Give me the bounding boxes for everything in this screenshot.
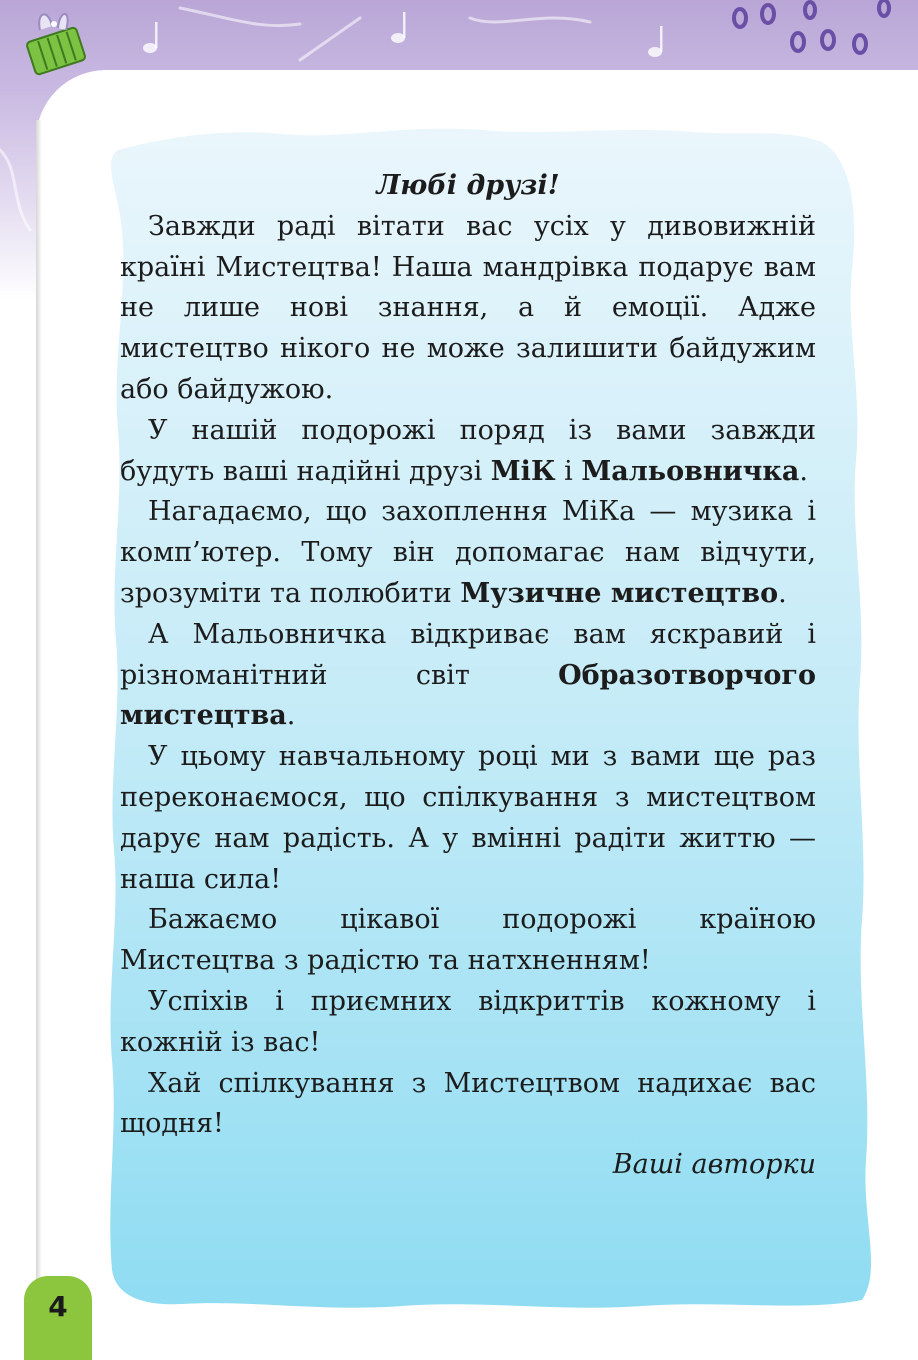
bold-text: Образотворчого мистецтва [120,659,816,732]
letter-paragraph [120,1064,816,1146]
text-run: У нашій подорожі поряд із вами завжди будуть ваші надійні друзі [120,414,816,487]
text-run: Нагадаємо, що захоплення МіКа — музика і комп’ютер. Тому він допомагає нам відчути, зрозуміти та полюбити [120,496,816,609]
page-edge-shadow [36,120,42,1360]
accordion-illustration [26,14,86,75]
page-number: 4 [48,1290,68,1323]
text-run: Хай спілкування з Мистецтвом надихає вас щодня! [120,1067,816,1140]
letter-paragraphs [120,207,816,1145]
bold-text: МіК [490,455,556,487]
text-run: У цьому навчальному році ми з вами ще раз переконаємося, що спілкування з мистецтвом дарує нам радість. А у вмінні радіти життю — наша сила! [120,741,816,895]
letter-paragraph [120,900,816,982]
text-run: . [778,577,787,609]
letter-greeting: Любі друзі! [376,170,560,201]
letter-paragraph [120,411,816,493]
text-run: Бажаємо цікавої подорожі країною Мистецтва з радістю та натхненням! [120,904,816,977]
letter-paragraph [120,207,816,411]
letter-paragraph [120,615,816,737]
text-run: Успіхів і приємних відкриттів кожному і кожній із вас! [120,985,816,1058]
letter-signature: Ваші авторки [612,1149,816,1181]
text-run: . [799,455,808,487]
text-run: А Мальовничка відкриває вам яскравий і різноманітний світ [120,618,816,691]
letter-paragraph [120,492,816,614]
bold-text: Мальовничка [581,455,800,487]
text-run: Завжди раді вітати вас усіх у дивовижній країні Мистецтва! Наша мандрівка подарує вам не лише нові знання, а й емоції. Адже мистецтво нікого не може залишити байдужим або байдужою. [120,210,816,405]
letter-paragraph [120,737,816,900]
letter-paragraph [120,982,816,1064]
bold-text: Музичне мистецтво [460,577,779,609]
page-number-badge [24,1276,92,1360]
text-run: . [286,700,296,732]
text-run: і [555,455,582,487]
letter-text [120,166,816,1186]
